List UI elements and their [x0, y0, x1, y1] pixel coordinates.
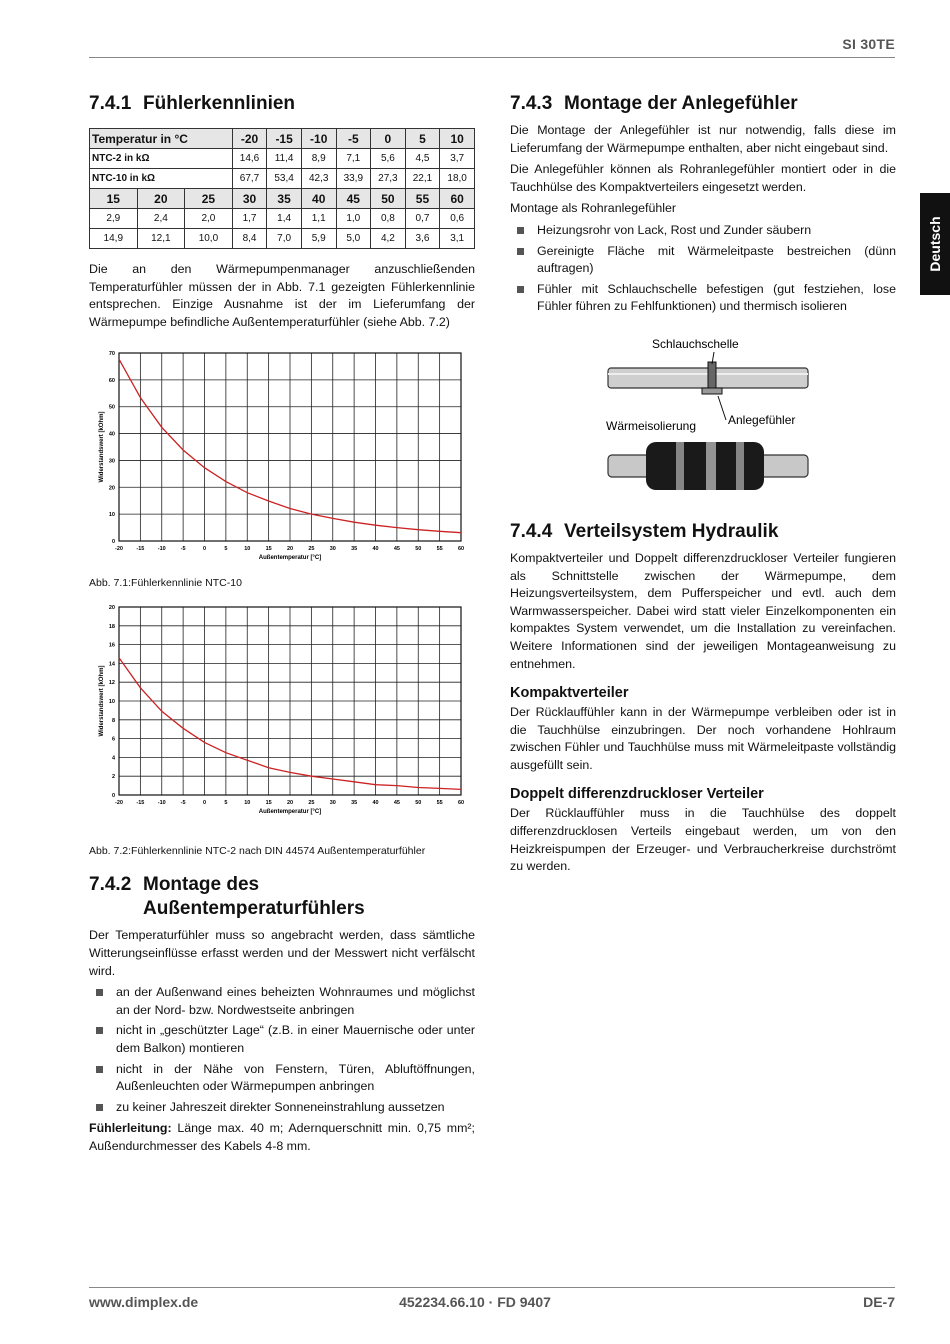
table-cell: 20: [137, 189, 185, 209]
insulation-sleeve-icon: [646, 442, 764, 490]
paragraph-outdoor-sensor: Der Temperaturfühler muss so angebracht werden, dass sämtliche Witterungseinflüsse erfasst werden und der Messwert nicht verfälscht wird.: [89, 928, 475, 978]
x-tick-label: 25: [308, 800, 315, 807]
x-tick-label: 30: [329, 546, 336, 553]
x-tick-label: 25: [308, 546, 315, 553]
x-tick-label: 45: [393, 546, 400, 553]
y-tick-label: 12: [108, 680, 115, 687]
pipe-sensor-illustration: [606, 332, 816, 502]
y-tick-label: 0: [111, 539, 115, 546]
chart-ntc2-svg: [89, 599, 475, 825]
bullet-square-icon: [96, 1066, 103, 1073]
table-cell: 5,6: [371, 149, 406, 169]
y-tick-label: 10: [108, 512, 115, 519]
table-cell: 27,3: [371, 169, 406, 189]
table-row: [90, 189, 475, 209]
table-cell: NTC-2 in kΩ: [90, 149, 233, 169]
caption-fig-7-1: Abb. 7.1:Fühlerkennlinie NTC-10: [89, 577, 242, 590]
label-contact-sensor: Anlegefühler: [728, 412, 796, 427]
heading-7-4-1: [89, 92, 475, 116]
bullet-square-icon: [517, 286, 524, 293]
heading-7-4-2: [89, 873, 475, 921]
table-cell: 0,6: [440, 209, 475, 229]
table-cell: 1,7: [232, 209, 267, 229]
pipe-sensor-drawing: [606, 332, 816, 502]
y-tick-label: 20: [108, 605, 115, 612]
list-item: [89, 1022, 475, 1057]
heading-7-4-4: [510, 520, 896, 544]
section-title-line1: Montage des: [143, 874, 260, 896]
table-cell: 2,4: [137, 209, 185, 229]
table-cell: 14,9: [90, 229, 138, 249]
table-cell: 50: [371, 189, 406, 209]
contact-sensor-list: [510, 222, 896, 316]
x-tick-label: 55: [436, 800, 443, 807]
table-cell: 55: [405, 189, 440, 209]
table-cell: 3,1: [440, 229, 475, 249]
table-cell: 7,0: [267, 229, 302, 249]
x-tick-label: 5: [224, 546, 228, 553]
table-cell: 10: [440, 129, 475, 149]
header-title: SI 30TE: [842, 36, 895, 52]
table-cell: 0,8: [371, 209, 406, 229]
table-cell: 22,1: [405, 169, 440, 189]
table-cell: 53,4: [267, 169, 302, 189]
paragraph-hydraulic: Kompaktverteiler und Doppelt differenzdruckloser Verteiler fungieren als Schnittstelle zwischen der Wärmepumpe, dem Heizungsverteilsystem, dem Pufferspeicher und evtl. auch dem Warmwasserspeicher. Dabei wird statt vieler Einzelkomponenten ein kompaktes System verwendet, um die Installation zu vereinfachen. Weitere Informationen sind der jeweiligen Montageanweisung zu entnehmen.: [510, 550, 896, 671]
x-tick-label: 15: [265, 546, 272, 553]
x-tick-label: 10: [244, 800, 251, 807]
table-cell: 5,0: [336, 229, 371, 249]
paragraph-sensor-curves: Die an den Wärmepumpenmanager anzuschließenden Temperaturfühler müssen der in Abb. 7.1 gezeigten Fühlerkennlinie entsprechen. Einzige Ausnahme ist der im Lieferumfang der Wärmepumpe befindliche Außentemperaturfühler (siehe Abb. 7.2): [89, 262, 475, 329]
bullet-square-icon: [517, 227, 524, 234]
table-cell: 11,4: [267, 149, 302, 169]
y-tick-label: 20: [108, 485, 115, 492]
x-axis-label: Außentemperatur [°C]: [258, 555, 322, 562]
y-tick-label: 2: [111, 774, 115, 781]
paragraph-contact-sensor-2: Die Anlegefühler können als Rohranlegefühler montiert oder in die Tauchhülse des Kompaktverteilers eingesetzt werden.: [510, 162, 896, 194]
x-tick-label: -5: [180, 800, 186, 807]
language-tab: [920, 193, 950, 295]
table-cell: 45: [336, 189, 371, 209]
y-tick-label: 40: [108, 431, 115, 438]
table-cell: 40: [301, 189, 336, 209]
y-tick-label: 6: [111, 736, 115, 743]
list-item-text: nicht in „geschützter Lage“ (z.B. in einer Mauernische oder unter dem Balkon) montieren: [116, 1023, 475, 1055]
table-cell: -15: [267, 129, 302, 149]
x-tick-label: 30: [329, 800, 336, 807]
paragraph-sensor-cable: [89, 1120, 475, 1155]
x-tick-label: -15: [136, 800, 145, 807]
x-tick-label: -10: [157, 546, 166, 553]
list-item-text: zu keiner Jahreszeit direkter Sonneneinstrahlung aussetzen: [116, 1099, 445, 1114]
x-tick-label: 40: [372, 800, 379, 807]
table-cell: 35: [267, 189, 302, 209]
caption-fig-7-2: Abb. 7.2:Fühlerkennlinie NTC-2 nach DIN 44574 Außentemperaturfühler: [89, 845, 426, 858]
table-cell: -20: [232, 129, 267, 149]
table-cell: 3,7: [440, 149, 475, 169]
x-tick-label: 35: [351, 546, 358, 553]
x-tick-label: 0: [202, 800, 207, 807]
x-tick-label: 50: [415, 546, 422, 553]
y-tick-label: 14: [108, 661, 115, 668]
table-cell: 0,7: [405, 209, 440, 229]
table-row: [90, 149, 475, 169]
table-cell: 30: [232, 189, 267, 209]
table-cell: 0: [371, 129, 406, 149]
table-cell: 4,5: [405, 149, 440, 169]
section-title: Montage der Anlegefühler: [564, 93, 798, 114]
x-tick-label: 5: [224, 800, 228, 807]
label-insulation: Wärmeisolierung: [606, 418, 697, 433]
list-item: [510, 281, 896, 316]
section-title-line2: Außentemperaturfühlers: [143, 898, 365, 920]
x-tick-label: -20: [115, 546, 123, 553]
table-cell: 60: [440, 189, 475, 209]
heading-7-4-3: [510, 92, 896, 116]
table-cell: 2,0: [185, 209, 233, 229]
x-tick-label: 35: [351, 800, 358, 807]
x-tick-label: 40: [372, 546, 379, 553]
y-tick-label: 4: [111, 755, 115, 762]
footer-website: www.dimplex.de: [89, 1294, 199, 1310]
bullet-square-icon: [96, 1027, 103, 1034]
table-cell: 10,0: [185, 229, 233, 249]
paragraph-double-distributor: Der Rücklauffühler muss in die Tauchhülse des doppelt differenzdrucklosen Verteils eingebaut werden, um von den Heizkreispumpen der Erzeuger- und Verbraucherkreise durchströmt zu werden.: [510, 806, 896, 874]
x-tick-label: 0: [202, 546, 207, 553]
bullet-square-icon: [517, 248, 524, 255]
x-tick-label: -10: [157, 800, 166, 807]
table-cell: 4,2: [371, 229, 406, 249]
section-number: 7.4.1: [89, 93, 132, 114]
x-tick-label: 20: [286, 800, 294, 807]
list-item: [89, 1061, 475, 1096]
x-tick-label: -15: [136, 546, 145, 553]
language-tab-label: Deutsch: [927, 216, 943, 272]
chart-ntc10: [89, 345, 475, 571]
table-cell: 5,9: [301, 229, 336, 249]
table-cell: 8,4: [232, 229, 267, 249]
x-tick-label: 10: [244, 546, 251, 553]
x-axis-label: Außentemperatur [°C]: [258, 809, 322, 816]
x-tick-label: 15: [265, 800, 272, 807]
header-rule: [89, 57, 895, 58]
y-tick-label: 70: [108, 351, 115, 358]
table-cell: -10: [301, 129, 336, 149]
y-axis-label: Widerstandswert [kOhm]: [99, 665, 105, 737]
table-cell: -5: [336, 129, 371, 149]
y-tick-label: 50: [108, 405, 115, 412]
x-tick-label: 60: [457, 800, 465, 807]
table-row: [90, 169, 475, 189]
y-tick-label: 8: [111, 718, 115, 725]
table-cell: 7,1: [336, 149, 371, 169]
sensor-cable-label: Fühlerleitung:: [89, 1121, 172, 1136]
section-number: 7.4.4: [510, 520, 553, 542]
list-item: [89, 1099, 475, 1117]
right-column: [510, 92, 896, 880]
sensor-cable-text: Länge max. 40 m; Adernquerschnitt min. 0,75 mm²; Außendurchmesser des Kabels 4-8 mm.: [89, 1121, 475, 1153]
list-item-text: an der Außenwand eines beheizten Wohnraumes und möglichst an der Nord- bzw. Nordwestseite anbringen: [116, 985, 475, 1017]
table-cell: 15: [90, 189, 138, 209]
table-cell: 12,1: [137, 229, 185, 249]
left-column: [89, 92, 475, 1160]
bullet-square-icon: [96, 989, 103, 996]
y-tick-label: 16: [108, 642, 115, 649]
table-cell: 67,7: [232, 169, 267, 189]
y-axis-label: Widerstandswert [kOhm]: [99, 411, 105, 483]
list-item-text: Heizungsrohr von Lack, Rost und Zunder säubern: [537, 222, 812, 237]
subheading-double-distributor: Doppelt differenzdruckloser Verteiler: [510, 786, 764, 803]
section-title: Fühlerkennlinien: [143, 93, 296, 114]
list-item: [510, 243, 896, 278]
table-cell: NTC-10 in kΩ: [90, 169, 233, 189]
x-tick-label: 60: [457, 546, 465, 553]
list-item: [89, 984, 475, 1019]
subheading-compact-distributor: Kompaktverteiler: [510, 685, 629, 702]
y-tick-label: 18: [108, 624, 115, 631]
list-item-text: nicht in der Nähe von Fenstern, Türen, Abluftöffnungen, Außenleuchten oder Wärmepumpen anbringen: [116, 1061, 475, 1094]
section-number: 7.4.2: [89, 874, 132, 896]
table-row: [90, 129, 475, 149]
sensor-body-icon: [702, 388, 722, 394]
outdoor-sensor-list: [89, 984, 475, 1116]
table-cell: 18,0: [440, 169, 475, 189]
x-tick-label: 55: [436, 546, 443, 553]
y-tick-label: 0: [111, 793, 115, 800]
table-cell: 8,9: [301, 149, 336, 169]
y-tick-label: 10: [108, 699, 115, 706]
table-cell: 1,4: [267, 209, 302, 229]
table-row: [90, 209, 475, 229]
table-cell: 33,9: [336, 169, 371, 189]
x-tick-label: -20: [115, 800, 123, 807]
table-cell: 42,3: [301, 169, 336, 189]
label-hose-clamp: Schlauchschelle: [652, 336, 739, 351]
table-cell: 3,6: [405, 229, 440, 249]
list-item-text: Gereinigte Fläche mit Wärmeleitpaste bestreichen (dünn auftragen): [537, 243, 896, 276]
footer-page-number: DE-7: [863, 1294, 895, 1310]
y-tick-label: 30: [108, 458, 115, 465]
section-number: 7.4.3: [510, 93, 553, 114]
table-row: [90, 229, 475, 249]
x-tick-label: 45: [393, 800, 400, 807]
table-cell: 25: [185, 189, 233, 209]
bullet-square-icon: [96, 1104, 103, 1111]
chart-ntc2: [89, 599, 475, 825]
x-tick-label: 20: [286, 546, 294, 553]
paragraph-contact-sensor-3: Montage als Rohranlegefühler: [510, 201, 677, 216]
paragraph-contact-sensor-1: Die Montage der Anlegefühler ist nur notwendig, falls diese im Lieferumfang der Wärmepumpe enthalten, aber nicht eingebaut sind.: [510, 123, 896, 155]
list-item: [510, 222, 896, 240]
table-cell: Temperatur in °C: [90, 129, 233, 149]
table-cell: 2,9: [90, 209, 138, 229]
section-title: Verteilsystem Hydraulik: [564, 520, 779, 542]
table-cell: 5: [405, 129, 440, 149]
table-cell: 14,6: [232, 149, 267, 169]
paragraph-compact-distributor: Der Rücklauffühler kann in der Wärmepumpe verbleiben oder ist in die Tauchhülse einzubringen. Der noch vorhandene Hohlraum zwischen Fühler und Tauchhülse muss mit Wärmeleitpaste vollständig ausgefüllt sein.: [510, 705, 896, 772]
footer-doc-number: 452234.66.10 · FD 9407: [399, 1294, 551, 1310]
y-tick-label: 60: [108, 378, 115, 385]
chart-ntc10-svg: [89, 345, 475, 571]
list-item-text: Fühler mit Schlauchschelle befestigen (gut festziehen, lose Fühler führen zu Fehlfunktionen) und thermisch isolieren: [537, 281, 896, 314]
footer-rule: [89, 1287, 895, 1288]
x-tick-label: -5: [180, 546, 186, 553]
table-cell: 1,0: [336, 209, 371, 229]
table-cell: 1,1: [301, 209, 336, 229]
x-tick-label: 50: [415, 800, 422, 807]
sensor-table: [89, 128, 475, 249]
